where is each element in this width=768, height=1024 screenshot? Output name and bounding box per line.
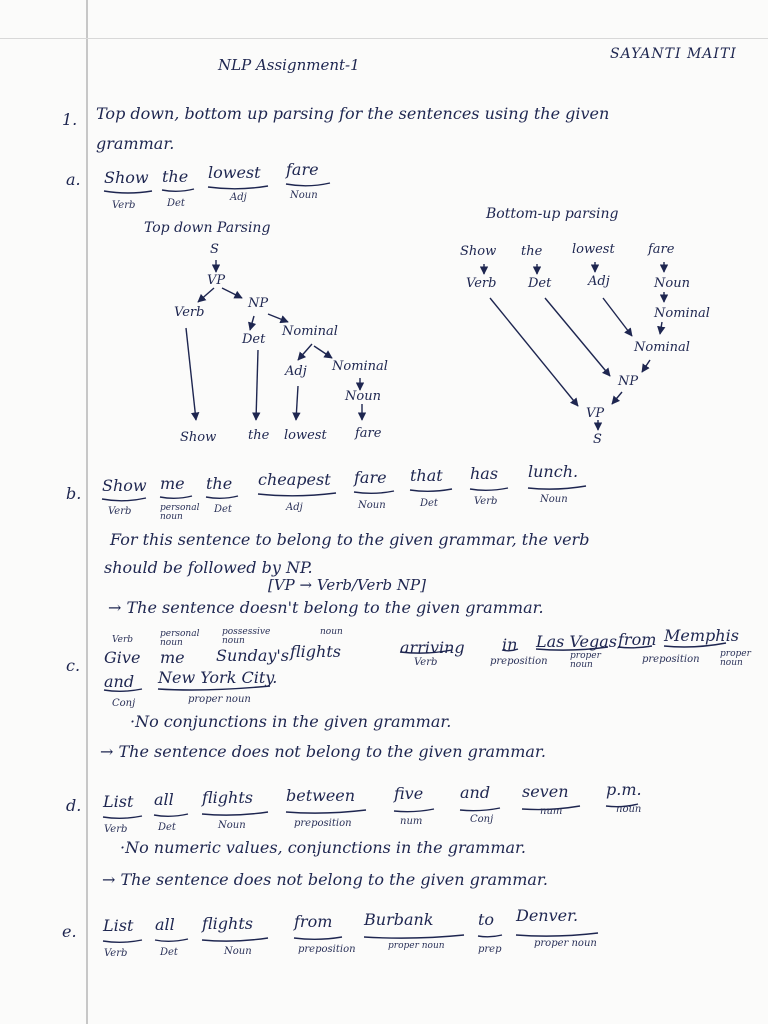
pos-tag: Det (420, 498, 438, 509)
tree-node: VP (207, 273, 226, 288)
pos-tag: prep (478, 944, 502, 955)
page-title: NLP Assignment-1 (218, 56, 360, 74)
bottomup-word: the (521, 244, 543, 259)
note-line: ·No conjunctions in the given grammar. (130, 712, 452, 731)
word: List (103, 916, 134, 935)
pos-tag: preposition (642, 654, 700, 665)
word: flights (202, 788, 253, 807)
word: the (162, 167, 189, 186)
pos-tag: proper noun (388, 941, 445, 951)
tree-leaf: the (248, 428, 270, 443)
bottomup-title: Bottom-up parsing (486, 206, 619, 222)
word: me (160, 648, 185, 667)
pos-tag: Verb (108, 506, 132, 517)
tree-node: Nominal (332, 359, 388, 374)
word: Memphis (664, 626, 739, 645)
question-text-line1: Top down, bottom up parsing for the sentences using the given (96, 104, 610, 123)
pos-tag: preposition (294, 818, 352, 829)
word: flights (202, 914, 253, 933)
tree-node: S (210, 242, 219, 257)
bottomup-node: Nominal (654, 306, 710, 321)
word: cheapest (258, 470, 331, 489)
tree-node: NP (248, 296, 269, 311)
word: New York City. (158, 668, 278, 687)
tree-node: Verb (174, 305, 205, 320)
tree-leaf: Show (180, 430, 217, 445)
pos-tag: Verb (112, 635, 134, 645)
pos-tag: noun (616, 804, 642, 815)
question-number: 1. (62, 110, 78, 129)
word: between (286, 786, 356, 805)
word: Show (102, 476, 147, 495)
bottomup-tag: Noun (654, 276, 690, 291)
conclusion: → The sentence doesn't belong to the given grammar. (108, 598, 544, 617)
pos-tag: Noun (290, 190, 318, 201)
conclusion: → The sentence does not belong to the given grammar. (100, 742, 546, 761)
bottomup-node: S (593, 432, 602, 447)
word: all (155, 915, 175, 934)
word: fare (286, 160, 319, 179)
tree-node: Nominal (282, 324, 338, 339)
topdown-title: Top down Parsing (144, 220, 271, 236)
word: and (460, 783, 491, 802)
pos-tag: proper noun (534, 938, 597, 949)
pos-tag: Adj (230, 192, 247, 203)
pos-tag: Adj (286, 502, 303, 513)
pos-tag: personal noun (160, 629, 200, 648)
pos-tag: proper noun (188, 694, 251, 705)
pos-tag: Noun (218, 820, 246, 831)
note-line: For this sentence to belong to the given grammar, the verb (110, 530, 590, 549)
word: has (470, 464, 499, 483)
item-marker-e: e. (62, 922, 77, 941)
bottomup-node: NP (618, 374, 639, 389)
author-name: SAYANTI MAITI (610, 46, 737, 62)
bottomup-tag: Adj (588, 274, 610, 289)
pos-tag: Noun (358, 500, 386, 511)
bottomup-word: lowest (572, 242, 615, 257)
note-line: ·No numeric values, conjunctions in the grammar. (120, 838, 527, 857)
word: Burbank (364, 910, 434, 929)
bottomup-node: VP (586, 406, 605, 421)
word: seven (522, 782, 569, 801)
word: Give (104, 648, 141, 667)
tree-node: Noun (345, 389, 381, 404)
item-marker-a: a. (66, 170, 81, 189)
pos-tag: Verb (104, 948, 128, 959)
pos-tag: preposition (490, 656, 548, 667)
pos-tag: Noun (540, 494, 568, 505)
bottomup-tag: Verb (466, 276, 497, 291)
word: from (618, 630, 657, 649)
pos-tag: Det (158, 822, 176, 833)
word: List (103, 792, 134, 811)
pos-tag: proper noun (570, 651, 601, 670)
word: me (160, 474, 185, 493)
tree-leaf: fare (355, 426, 382, 441)
item-marker-d: d. (66, 796, 82, 815)
pos-tag: Verb (474, 496, 498, 507)
pos-tag: proper noun (720, 649, 751, 668)
tree-node: Adj (285, 364, 307, 379)
pos-tag: num (400, 816, 423, 827)
pos-tag: Noun (224, 946, 252, 957)
pos-tag: possessive noun (222, 627, 271, 646)
pos-tag: noun (320, 627, 343, 637)
grammar-rule: [VP → Verb/Verb NP] (268, 576, 426, 594)
word: that (410, 466, 443, 485)
pos-tag: Verb (104, 824, 128, 835)
word: flights (290, 642, 341, 661)
bottomup-node: Nominal (634, 340, 690, 355)
word: the (206, 474, 233, 493)
pos-tag: preposition (298, 944, 356, 955)
bottomup-tag: Det (528, 276, 552, 291)
word: lowest (208, 163, 261, 182)
item-marker-b: b. (66, 484, 82, 503)
word: in (502, 635, 518, 654)
tree-node: Det (242, 332, 266, 347)
word: to (478, 910, 495, 929)
pos-tag: personal noun (160, 503, 200, 522)
pos-tag: Verb (414, 657, 438, 668)
bottomup-word: fare (648, 242, 675, 257)
word: fare (354, 468, 387, 487)
conclusion: → The sentence does not belong to the given grammar. (102, 870, 548, 889)
pos-tag: Conj (112, 698, 136, 709)
word: all (154, 790, 174, 809)
word: five (394, 784, 424, 803)
pos-tag: Det (160, 947, 178, 958)
note-line: should be followed by NP. (104, 558, 313, 577)
bottomup-word: Show (460, 244, 497, 259)
tree-leaf: lowest (284, 428, 327, 443)
underline-show (104, 191, 152, 193)
word: lunch. (528, 462, 579, 481)
word: p.m. (606, 780, 642, 799)
pos-tag: Conj (470, 814, 494, 825)
word: Denver. (516, 906, 579, 925)
pos-tag: Verb (112, 200, 136, 211)
pos-tag: Det (214, 504, 232, 515)
word: arriving (400, 638, 465, 657)
question-text-line2: grammar. (96, 134, 175, 153)
item-marker-c: c. (66, 656, 81, 675)
word: Las Vegas (536, 632, 618, 651)
word: from (294, 912, 333, 931)
word: Sunday's (216, 646, 289, 665)
word: and (104, 672, 135, 691)
word: Show (104, 168, 149, 187)
pos-tag: Det (167, 198, 185, 209)
pos-tag: num (540, 806, 563, 817)
